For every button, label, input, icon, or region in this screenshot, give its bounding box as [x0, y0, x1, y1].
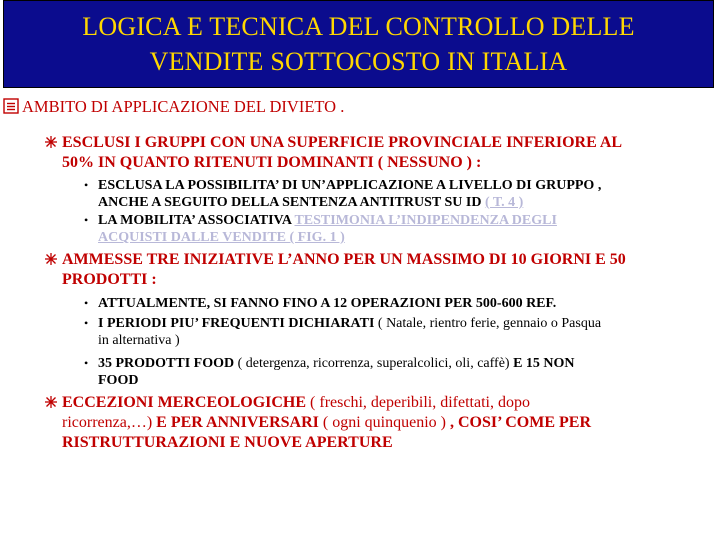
- point2-sub2-line1: [98, 315, 601, 332]
- point2-sub3-bold2: E 15 NON: [513, 356, 575, 371]
- bullet-dot: •: [84, 356, 89, 370]
- point1-line2: 50% IN QUANTO RITENUTI DOMINANTI ( NESSUNO ) :: [62, 154, 482, 171]
- title-line-1: LOGICA E TECNICA DEL CONTROLLO DELLE: [82, 12, 635, 41]
- title-line-2: VENDITE SOTTOCOSTO IN ITALIA: [149, 47, 568, 76]
- point3-line1: [62, 393, 530, 412]
- point2-sub3-line1: [98, 355, 575, 372]
- point1-sub2-line1: [98, 212, 557, 229]
- point1-line1: ESCLUSI I GRUPPI CON UNA SUPERFICIE PROVINCIALE INFERIORE AL: [62, 134, 623, 151]
- bullet-dot: •: [84, 178, 89, 192]
- point2-line1: AMMESSE TRE INIZIATIVE L’ANNO PER UN MASSIMO DI 10 GIORNI E 50: [62, 251, 626, 268]
- point1-sub1-line1: ESCLUSA LA POSSIBILITA’ DI UN’APPLICAZIONE A LIVELLO DI GRUPPO ,: [98, 178, 602, 193]
- point3-bold: ECCEZIONI MERCEOLOGICHE: [62, 394, 307, 411]
- link-t4[interactable]: ( T. 4 ): [484, 195, 524, 210]
- asterisk-icon: [44, 395, 58, 409]
- point2-sub2-bold: I PERIODI PIU’ FREQUENTI DICHIARATI: [98, 316, 375, 331]
- point1-sub2-text: LA MOBILITA’ ASSOCIATIVA: [98, 213, 292, 228]
- link-fig1-part2[interactable]: ACQUISTI DALLE VENDITE ( FIG. 1 ): [98, 230, 345, 245]
- point3-rest: ( freschi, deperibili, difettati, dopo: [306, 394, 530, 411]
- point2-sub1: ATTUALMENTE, SI FANNO FINO A 12 OPERAZIONI PER 500-600 REF.: [98, 296, 557, 311]
- point2-sub3-line2: FOOD: [98, 373, 139, 388]
- bullet-dot: •: [84, 213, 89, 227]
- point2-sub3-bold: 35 PRODOTTI FOOD: [98, 356, 235, 371]
- link-fig1-part1[interactable]: TESTIMONIA L’INDIPENDENZA DEGLI: [294, 213, 557, 228]
- bullet-dot: •: [84, 316, 89, 330]
- point3-line2-bold: E PER ANNIVERSARI: [156, 414, 319, 431]
- point2-line2: PRODOTTI :: [62, 271, 157, 288]
- title-banner: [3, 0, 714, 88]
- point2-sub2-line2: in alternativa ): [98, 333, 180, 348]
- point1-sub1-text: ANCHE A SEGUITO DELLA SENTENZA ANTITRUST SU ID: [98, 195, 482, 210]
- point3-line2-bold2: , COSI’ COME PER: [449, 414, 592, 431]
- point2-sub2-rest: ( Natale, rientro ferie, gennaio o Pasqua: [374, 316, 602, 331]
- asterisk-icon: [44, 252, 58, 266]
- point3-line3: RISTRUTTURAZIONI E NUOVE APERTURE: [62, 434, 393, 451]
- bullet-dot: •: [84, 296, 89, 310]
- point1-sub1-line2: [98, 194, 523, 211]
- point3-line2-rest: ( ogni quinquenio ): [318, 414, 450, 431]
- point2-sub3-rest: ( detergenza, ricorrenza, superalcolici, oli, caffè): [234, 356, 514, 371]
- point3-line2: [62, 413, 591, 432]
- list-box-icon: [3, 98, 19, 114]
- section-heading: AMBITO DI APPLICAZIONE DEL DIVIETO .: [22, 97, 345, 116]
- asterisk-icon: [44, 135, 58, 149]
- point3-line2-plain: ricorrenza,…): [62, 414, 157, 431]
